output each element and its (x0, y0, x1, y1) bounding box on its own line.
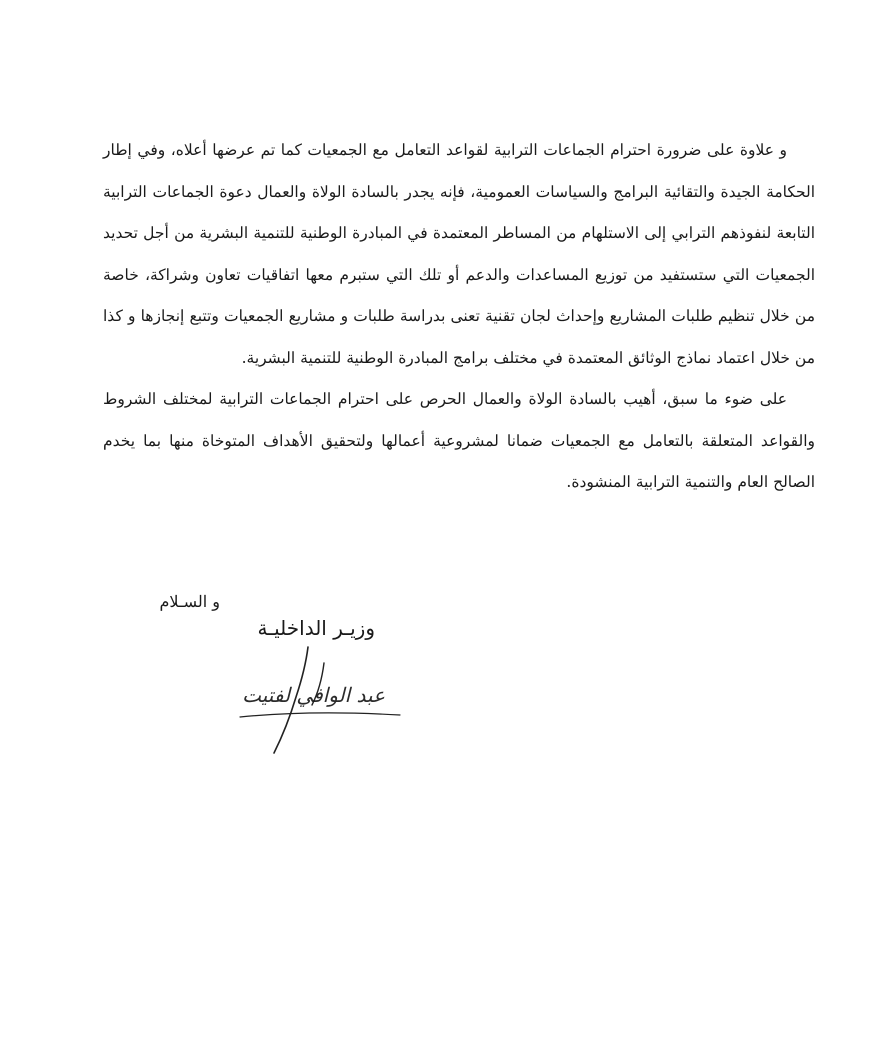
salutation: و السـلام (159, 592, 220, 611)
signature-name: عبد الوافي لفتيت (242, 683, 385, 707)
minister-title: وزيـر الداخليـة (257, 616, 375, 640)
paragraph-1: و علاوة على ضرورة احترام الجماعات الترابية لقواعد التعامل مع الجمعيات كما تم عرضها أعلاه، وفي إطار الحكامة الجيدة والتقائية البرامج والسياسات العمومية، فإنه يجدر بالسادة الولاة والعمال دعوة الجماعات الترابية التابعة لنفوذهم الترابي إلى الاستلهام من المساطر المعتمدة في المبادرة الوطنية للتنمية البشرية من أجل تحديد الجمعيات التي ستستفيد من توزيع المساعدات والدعم أو تلك التي ستبرم معها اتفاقيات تعاون وشراكة، خاصة من خلال تنظيم طلبات المشاريع وإحداث لجان تقنية تعنى بدراسة طلبات و مشاريع الجمعيات وتتبع إنجازها و كذا من خلال اعتماد نماذج الوثائق المعتمدة في مختلف برامج المبادرة الوطنية للتنمية البشرية. (103, 141, 815, 367)
paragraph-2: على ضوء ما سبق، أهيب بالسادة الولاة والعمال الحرص على احترام الجماعات الترابية لمختلف الشروط والقواعد المتعلقة بالتعامل مع الجمعيات ضمانا لمشروعية أعمالها ولتحقيق الأهداف المتوخاة منها بما يخدم الصالح العام والتنمية الترابية المنشودة. (103, 390, 815, 491)
letter-closing (60, 590, 420, 760)
letter-body (103, 130, 815, 504)
